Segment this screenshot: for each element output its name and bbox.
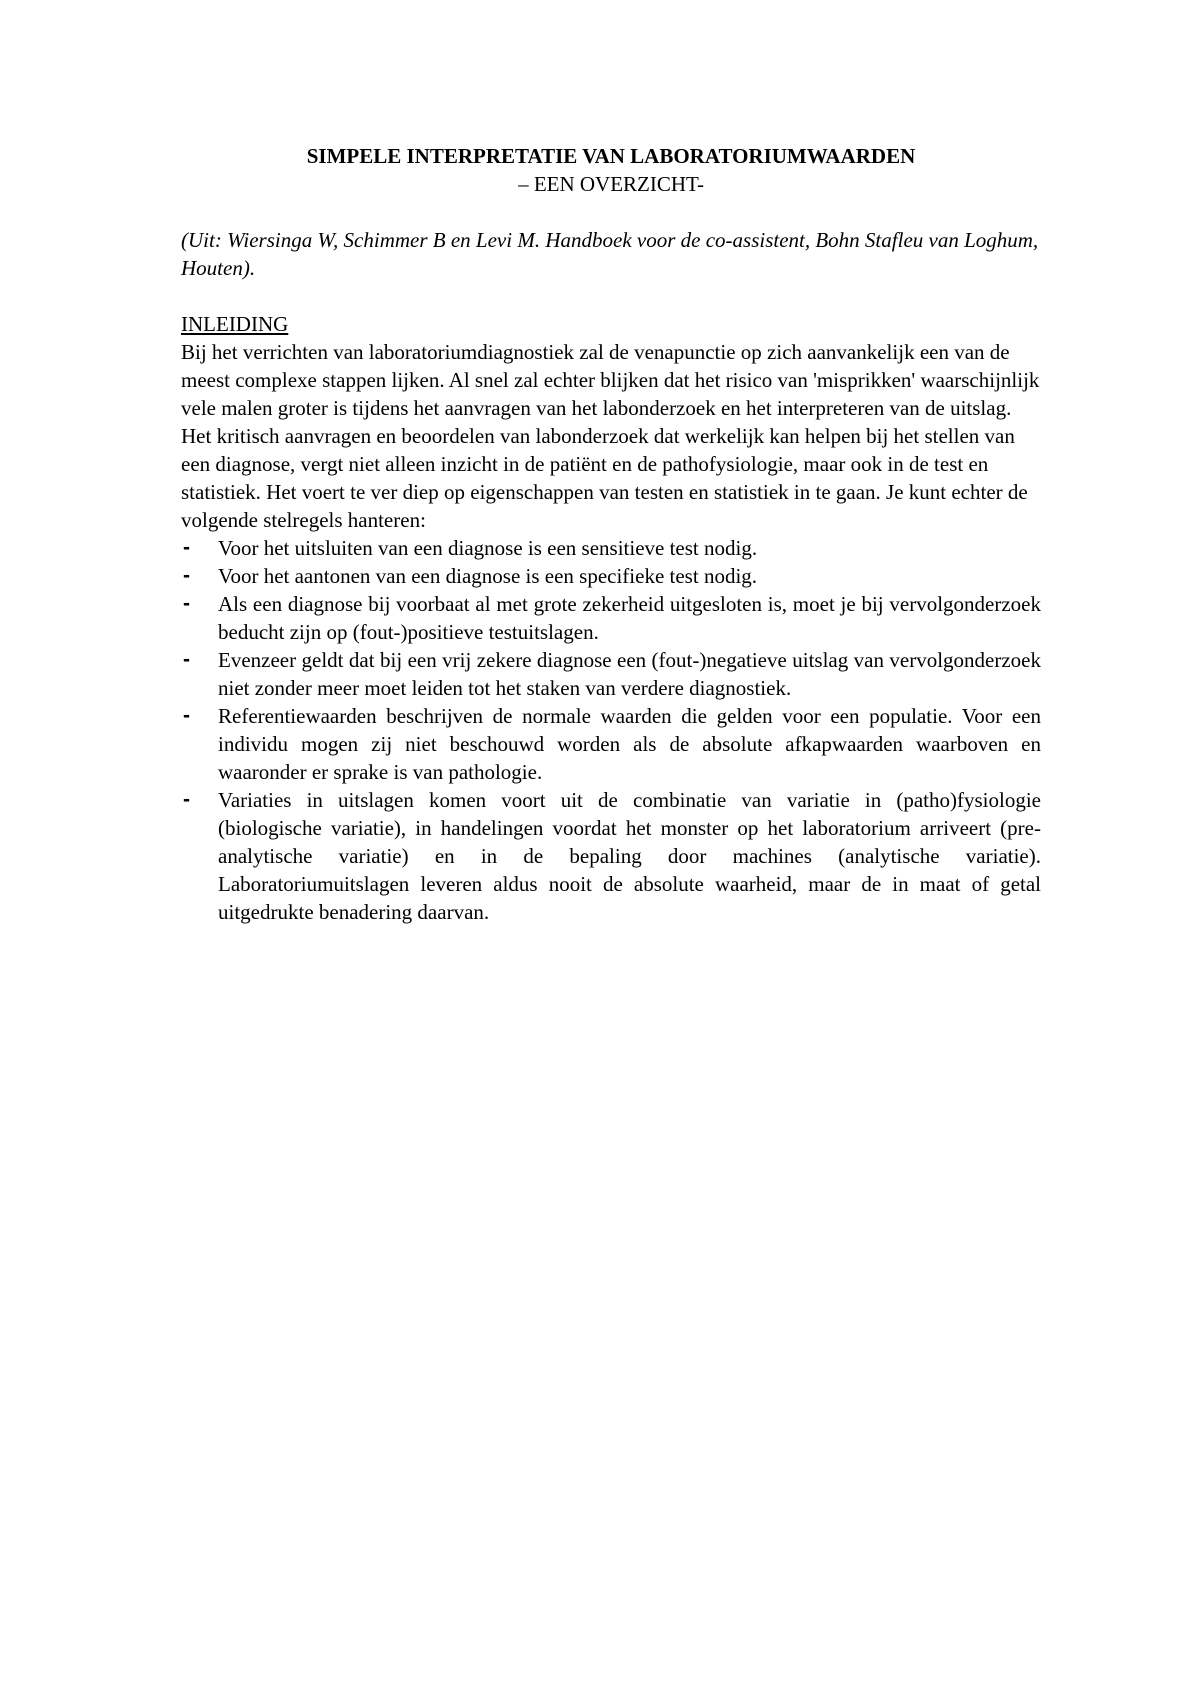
rule-text: Voor het aantonen van een diagnose is een specifieke test nodig. xyxy=(218,564,758,588)
rule-text: Evenzeer geldt dat bij een vrij zekere diagnose een (fout-)negatieve uitslag van vervolgonderzoek niet zonder meer moet leiden tot het staken van verdere diagnostiek. xyxy=(218,648,1041,700)
rule-text: Variaties in uitslagen komen voort uit de combinatie van variatie in (patho)fysiologie (biologische variatie), in handelingen voordat het monster op het laboratorium arriveert (pre-analytische variatie) en in de bepaling door machines (analytische variatie). Laboratoriumuitslagen leveren aldus nooit de absolute waarheid, maar de in maat of getal uitgedrukte benadering daarvan. xyxy=(218,788,1041,924)
rule-item xyxy=(181,534,1041,562)
document-title: SIMPELE INTERPRETATIE VAN LABORATORIUMWAARDEN xyxy=(306,144,916,168)
intro-paragraph: Bij het verrichten van laboratoriumdiagnostiek zal de venapunctie op zich aanvankelijk een van de meest complexe stappen lijken. Al snel zal echter blijken dat het risico van 'misprikken' waarschijnlijk vele malen groter is tijdens het aanvragen van het labonderzoek en het interpreteren van de uitslag. Het kritisch aanvragen en beoordelen van labonderzoek dat werkelijk kan helpen bij het stellen van een diagnose, vergt niet alleen inzicht in de patiënt en de pathofysiologie, maar ook in de test en statistiek. Het voert te ver diep op eigenschappen van testen en statistiek in te gaan. Je kunt echter de volgende stelregels hanteren: xyxy=(181,340,1040,532)
document-subtitle: – EEN OVERZICHT- xyxy=(518,172,704,196)
bullet-dash-icon: - xyxy=(183,536,190,559)
rule-text: Referentiewaarden beschrijven de normale waarden die gelden voor een populatie. Voor een individu mogen zij niet beschouwd worden als de absolute afkapwaarden waarboven en waaronder er sprake is van pathologie. xyxy=(218,704,1041,784)
rule-text: Als een diagnose bij voorbaat al met grote zekerheid uitgesloten is, moet je bij vervolgonderzoek beducht zijn op (fout-)positieve testuitslagen. xyxy=(218,592,1041,644)
bullet-dash-icon: - xyxy=(183,704,190,727)
rule-text: Voor het uitsluiten van een diagnose is een sensitieve test nodig. xyxy=(218,536,758,560)
bullet-dash-icon: - xyxy=(183,648,190,671)
document-body xyxy=(181,142,1041,926)
section-heading-inleiding: INLEIDING xyxy=(181,312,289,336)
rule-item xyxy=(181,786,1041,926)
rule-item xyxy=(181,562,1041,590)
rule-item xyxy=(181,590,1041,646)
rules-list xyxy=(181,534,1041,926)
rule-item xyxy=(181,702,1041,786)
bullet-dash-icon: - xyxy=(183,592,190,615)
bullet-dash-icon: - xyxy=(183,564,190,587)
source-citation: (Uit: Wiersinga W, Schimmer B en Levi M. Handboek voor de co-assistent, Bohn Stafleu van Loghum, Houten). xyxy=(181,228,1039,280)
bullet-dash-icon: - xyxy=(183,788,190,811)
rule-item xyxy=(181,646,1041,702)
